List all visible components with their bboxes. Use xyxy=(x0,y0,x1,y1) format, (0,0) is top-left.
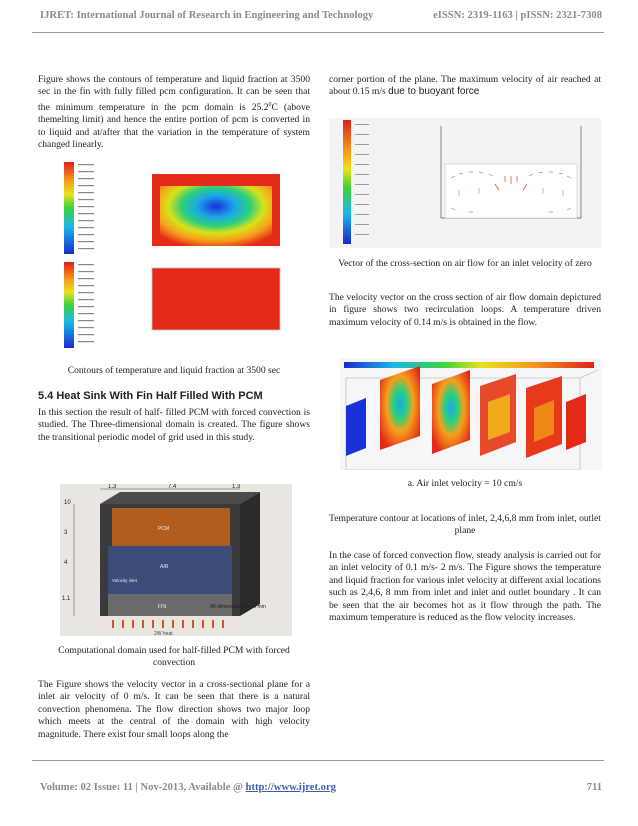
slice-2mm xyxy=(380,366,420,450)
right-para1-tail: due to buoyant force xyxy=(388,86,480,98)
slice-4mm xyxy=(432,370,470,454)
right-paragraph-3: In the case of forced convection flow, steady analysis is carried out for an inlet velocity of 0.1 m/s- 2 m/s. The Figure shows the temperature and liquid fraction for various inlet velocity at different axial locations such as 2,4,6, 8 mm from inlet and inlet and outlet boundary . It can be seen that the air becomes hot as it flow through the path. The maximum temperature is reduced as the flow velocity increases. xyxy=(329,550,601,624)
figure-velocity-vectors xyxy=(329,118,601,248)
outlet-red xyxy=(566,394,586,450)
figure-temperature-liquid-fraction xyxy=(58,158,298,353)
header-rule xyxy=(32,32,604,33)
issn-info: eISSN: 2319-1163 | pISSN: 2321-7308 xyxy=(433,10,602,21)
footer-rule xyxy=(32,760,604,761)
right-paragraph-1 xyxy=(329,74,601,99)
figure-1-caption: Contours of temperature and liquid fraction at 3500 sec xyxy=(67,365,281,376)
figure-4-sublabel: a. Air inlet velocity = 10 cm/s xyxy=(407,478,523,489)
legend-colorbar-liquid-fraction xyxy=(64,262,74,348)
legend-colorbar-velocity xyxy=(343,120,351,244)
footer-volume-text: Volume: 02 Issue: 11 | Nov-2013, Available @ xyxy=(40,782,246,793)
section-heading: 5.4 Heat Sink With Fin Half Filled With PCM xyxy=(38,390,263,402)
temperature-contour-plot xyxy=(152,174,280,246)
left-paragraph-1 xyxy=(38,74,310,152)
label-air: AIR xyxy=(160,564,169,570)
label-fin: FIN xyxy=(158,604,167,610)
dim-top-1: 1.3 xyxy=(108,484,117,490)
journal-name: IJRET: International Journal of Research in Engineering and Technology xyxy=(40,10,374,21)
dim-top-3: 1.3 xyxy=(232,484,241,490)
figure-2-caption: Computational domain used for half-filled PCM with forced convection xyxy=(58,645,290,669)
running-header xyxy=(0,10,638,32)
dim-top-2: 7.4 xyxy=(168,484,177,490)
right-para1-text: corner portion of the plane. The maximum velocity of air reached at about 0.15 m/s xyxy=(329,74,601,98)
footer-volume xyxy=(40,782,336,793)
figure-temperature-contour-sections xyxy=(340,358,602,470)
liquid-fraction-plot xyxy=(152,268,280,330)
dim-left-3: 3 xyxy=(64,530,68,536)
legend-colorbar-horizontal xyxy=(344,362,594,368)
figure-3-caption: Vector of the cross-section on air flow for an inlet velocity of zero xyxy=(338,258,592,269)
left-para1-tail: C (above themelting limit) and hence the entire portion of pcm is converted in to liquid and at/after that the variation in the temperature of system changed linearly. xyxy=(38,102,310,151)
label-dimensions-note: All dimensions are in mm xyxy=(210,604,266,610)
dim-left-1: 1.1 xyxy=(62,596,71,602)
degree-sup: 0 xyxy=(268,101,272,108)
left-paragraph-2: In this section the result of half- filled PCM with forced convection is studied. The Three-dimensional domain is created. The figure shows the transitional periodic model of grid used in this study. xyxy=(38,407,310,443)
journal-link[interactable]: http://www.ijret.org xyxy=(245,782,336,793)
label-pcm: PCM xyxy=(158,526,170,532)
legend-colorbar-temperature xyxy=(64,162,74,254)
label-bottom-heat: 2W heat xyxy=(154,631,173,636)
right-paragraph-2: The velocity vector on the cross section of air flow domain depictured in figure shows two recirculation loops. A temperature driven maximum velocity of 0.14 m/s is obtained in the flow. xyxy=(329,292,601,328)
left-paragraph-3: The Figure shows the velocity vector in a cross-sectional plane for a inlet air velocity of 0 m/s. It can be seen that there is a natural convection phenomena. The flow direction shows two major loop which meets at the central of the domain with high velocity magnitude. There exist four small loops along the xyxy=(38,679,310,740)
label-velocity-inlet: Velocity inlet xyxy=(112,578,138,583)
dim-left-4: 4 xyxy=(64,560,68,566)
page-number: 711 xyxy=(586,782,602,793)
figure-4-caption: Temperature contour at locations of inlet, 2,4,6,8 mm from inlet, outlet plane xyxy=(329,513,601,537)
figure-computational-domain xyxy=(60,484,292,636)
dim-left-10: 10 xyxy=(64,500,71,506)
left-para1-text: Figure shows the contours of temperature and liquid fraction at 3500 sec in the fin with fully filled pcm configuration. It can be seen that the minimum temperature in the pcm domain is 25.2 xyxy=(38,74,310,113)
